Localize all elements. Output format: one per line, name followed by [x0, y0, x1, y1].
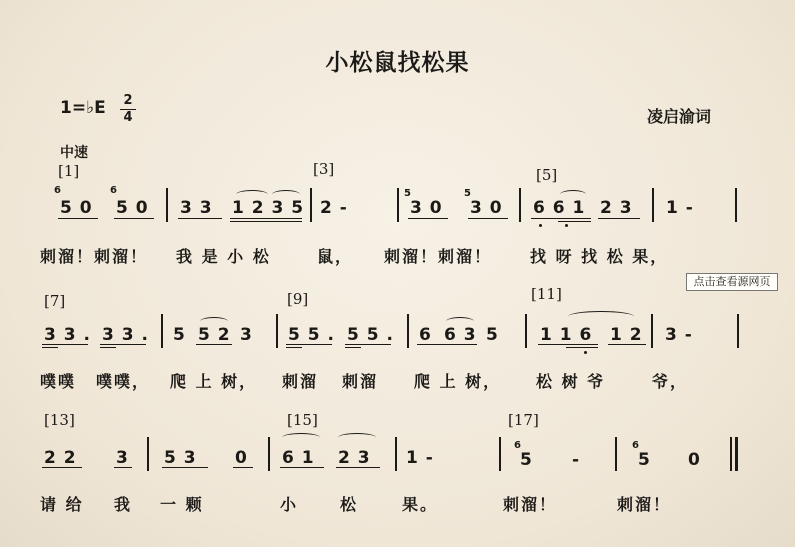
underline	[408, 218, 448, 219]
bar-line	[525, 314, 527, 348]
note-group: 5	[173, 325, 186, 345]
slur	[282, 433, 320, 442]
underline	[196, 344, 232, 345]
bar-line	[310, 188, 312, 222]
note-group: 5	[520, 450, 533, 470]
bar-line	[651, 314, 653, 348]
underline	[345, 344, 391, 345]
low-octave-dot	[565, 224, 568, 227]
underline	[42, 344, 88, 345]
underline	[42, 347, 58, 348]
note-group: 5 3	[164, 448, 197, 468]
underline	[286, 347, 302, 348]
underline	[114, 467, 132, 468]
note-group: 3 3 .	[44, 325, 91, 345]
bar-line	[407, 314, 409, 348]
lyric-text: 小	[280, 495, 299, 514]
lyric-text: 一 颗	[160, 495, 204, 514]
underline	[58, 218, 98, 219]
underline	[608, 344, 646, 345]
underline	[42, 467, 82, 468]
lyric-text: 刺溜	[282, 372, 319, 391]
bar-line	[735, 188, 737, 222]
slur	[560, 190, 586, 199]
lyric-text: 噗噗，	[96, 372, 151, 391]
meter-bottom: 4	[123, 110, 133, 125]
slur	[236, 190, 268, 199]
lyricist-credit: 凌启渝词	[646, 107, 711, 126]
grace-note: 6	[54, 185, 61, 196]
note-group: 2 -	[320, 198, 348, 218]
note-group: 6 1	[282, 448, 315, 468]
note-group: 2 3	[600, 198, 633, 218]
song-title: 小松鼠找松果	[325, 50, 470, 76]
note-group: 5 5 .	[347, 325, 394, 345]
measure-number: [11]	[531, 285, 562, 303]
underline	[100, 344, 146, 345]
lyric-text: 松	[340, 495, 359, 514]
underline	[345, 347, 361, 348]
note-group: -	[572, 450, 581, 470]
note-group: 3 -	[665, 325, 693, 345]
lyric-text: 请 给	[40, 495, 84, 514]
note-group: 1 2	[610, 325, 643, 345]
lyric-text: 爷，	[652, 372, 689, 391]
slur	[568, 311, 634, 322]
note-group: 5	[638, 450, 651, 470]
note-group: 3 0	[410, 198, 443, 218]
lyric-text: 爬 上 树，	[170, 372, 258, 391]
measure-number: [15]	[287, 411, 318, 429]
note-group: 3	[116, 448, 129, 468]
note-group: 0	[235, 448, 248, 468]
underline	[417, 344, 477, 345]
note-group: 2 3	[338, 448, 371, 468]
note-group: 0	[688, 450, 701, 470]
low-octave-dot	[539, 224, 542, 227]
lyric-text: 果。	[402, 495, 439, 514]
bar-line	[166, 188, 168, 222]
note-group: 2 2	[44, 448, 77, 468]
note-group: 5 5 .	[288, 325, 335, 345]
bar-line	[147, 437, 149, 471]
note-group: 3 3	[180, 198, 213, 218]
lyric-text: 我	[114, 495, 133, 514]
grace-note: 5	[464, 188, 471, 199]
measure-number: [3]	[313, 160, 335, 178]
note-group: 3	[240, 325, 253, 345]
lyric-text: 刺溜！	[503, 495, 558, 514]
underline	[468, 218, 508, 219]
measure-number: [5]	[536, 166, 558, 184]
bar-line	[397, 188, 399, 222]
note-group: 5 0	[60, 198, 93, 218]
measure-number: [7]	[44, 292, 66, 310]
bar-line	[499, 437, 501, 471]
note-group: 6 3	[444, 325, 477, 345]
bar-line	[276, 314, 278, 348]
underline	[230, 218, 302, 219]
lyric-text: 噗噗	[40, 372, 77, 391]
underline	[178, 218, 222, 219]
note-group: 1 1 6	[540, 325, 593, 345]
final-bar-line-thin	[730, 437, 732, 471]
final-bar-line-thick	[735, 437, 738, 471]
slur	[338, 433, 376, 442]
measure-number: [1]	[58, 162, 80, 180]
meter-top: 2	[123, 93, 133, 108]
tempo-marking: 中速	[60, 145, 88, 161]
underline	[162, 467, 208, 468]
note-group: 1 -	[666, 198, 694, 218]
grace-note: 6	[514, 440, 521, 451]
lyric-text: 爬 上 树，	[414, 372, 502, 391]
slur	[446, 317, 474, 326]
underline	[114, 218, 154, 219]
underline	[100, 347, 116, 348]
note-group: 5 0	[116, 198, 149, 218]
underline	[598, 218, 640, 219]
note-group: 5 2	[198, 325, 231, 345]
low-octave-dot	[584, 351, 587, 354]
grace-note: 6	[110, 185, 117, 196]
lyric-text: 刺溜！刺溜！	[384, 247, 493, 266]
slur	[272, 190, 300, 199]
lyric-text: 松 树 爷	[536, 372, 606, 391]
note-group: 3 0	[470, 198, 503, 218]
underline	[230, 221, 302, 222]
lyric-text: 找 呀 找 松 果，	[530, 247, 669, 266]
bar-line	[519, 188, 521, 222]
note-group: 1 -	[406, 448, 434, 468]
slur	[200, 317, 228, 326]
measure-number: [9]	[287, 290, 309, 308]
bar-line	[737, 314, 739, 348]
measure-number: [17]	[508, 411, 539, 429]
bar-line	[615, 437, 617, 471]
lyric-text: 刺溜！	[617, 495, 672, 514]
lyric-text: 刺溜！刺溜！	[40, 247, 149, 266]
measure-number: [13]	[44, 411, 75, 429]
note-group: 5	[486, 325, 499, 345]
underline	[538, 344, 598, 345]
underline	[280, 467, 324, 468]
bar-line	[268, 437, 270, 471]
underline	[286, 344, 332, 345]
underline	[233, 467, 253, 468]
bar-line	[652, 188, 654, 222]
time-signature	[120, 94, 136, 125]
underline	[336, 467, 380, 468]
underline	[566, 347, 598, 348]
lyric-text: 刺溜	[342, 372, 379, 391]
view-source-page-button[interactable]: 点击查看源网页	[686, 273, 778, 291]
lyric-text: 鼠，	[317, 247, 354, 266]
note-group: 1 2 3 5	[232, 198, 305, 218]
grace-note: 6	[632, 440, 639, 451]
lyric-text: 我 是 小 松	[176, 247, 271, 266]
bar-line	[161, 314, 163, 348]
note-group: 6 6 1	[533, 198, 586, 218]
underline	[531, 218, 591, 219]
bar-line	[395, 437, 397, 471]
note-group: 3 3 .	[102, 325, 149, 345]
grace-note: 5	[404, 188, 411, 199]
underline	[558, 221, 591, 222]
note-group: 6	[419, 325, 432, 345]
key-signature: 1=♭E	[60, 98, 106, 118]
